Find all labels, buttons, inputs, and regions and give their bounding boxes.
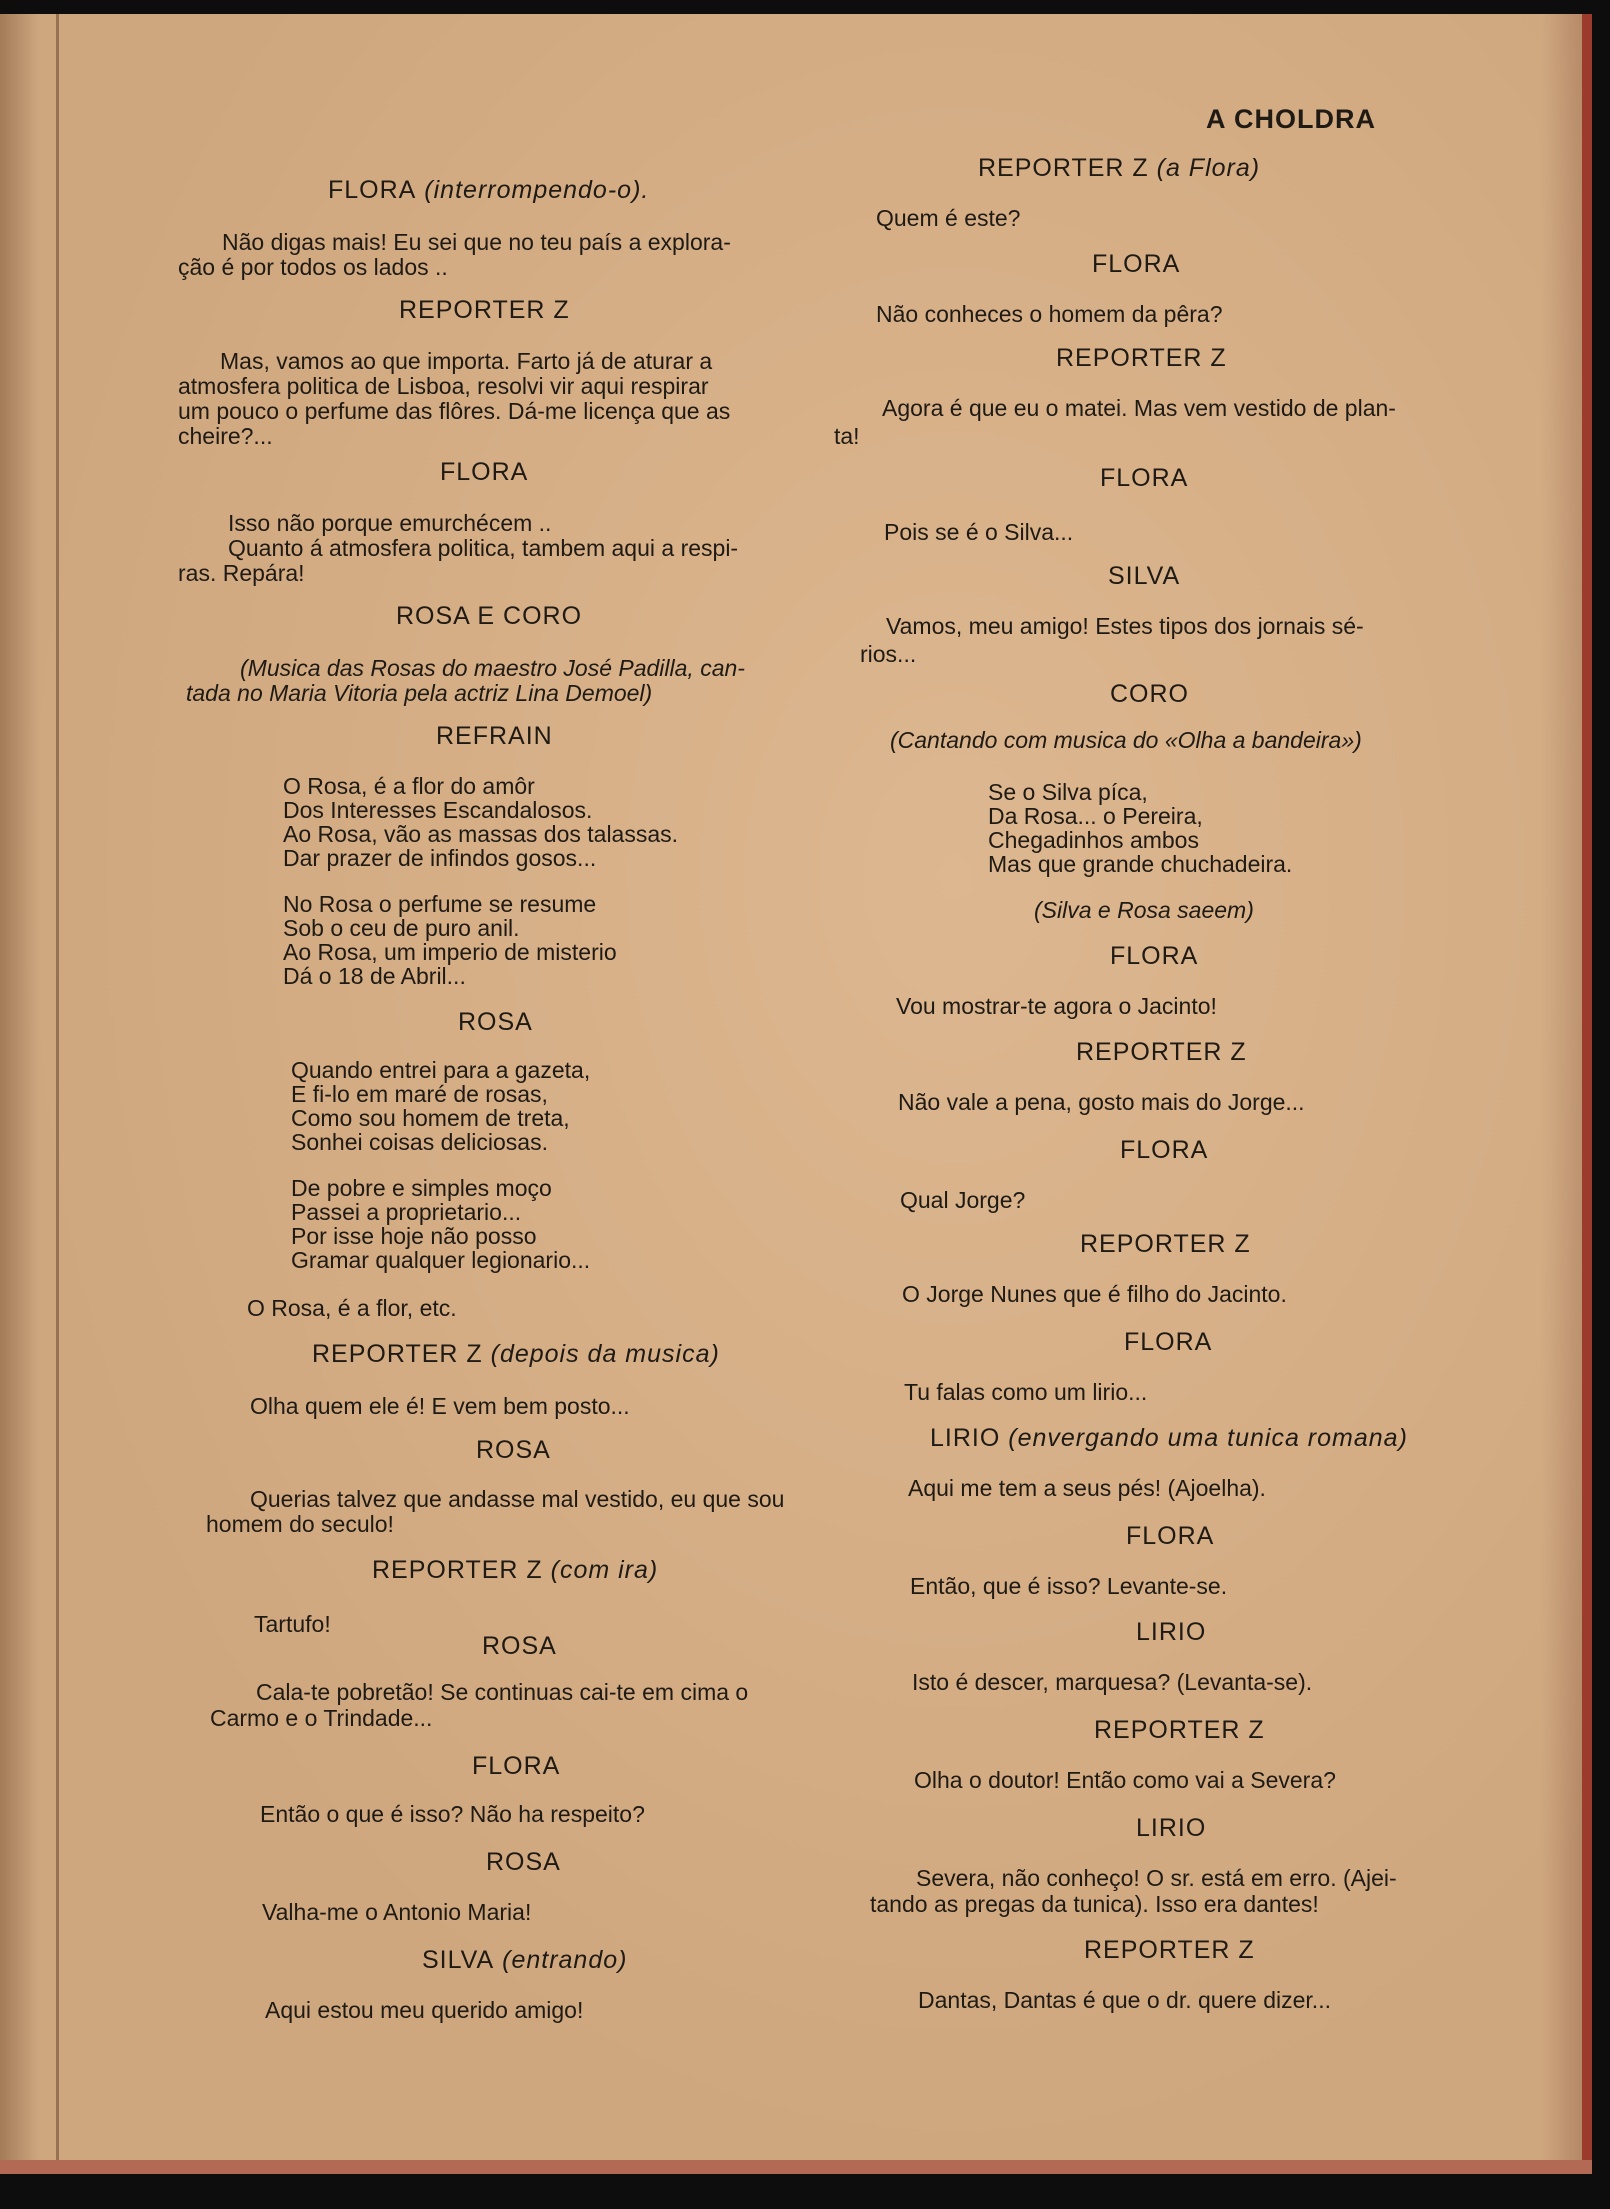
stage-direction: (Musica das Rosas do maestro José Padilla, can- (240, 655, 745, 681)
speaker-label: REPORTER Z (depois da musica) (312, 1340, 720, 1368)
dialogue-line: Agora é que eu o matei. Mas vem vestido de plan- (882, 395, 1396, 421)
speaker-label: LIRIO (1136, 1814, 1207, 1842)
speaker-label: FLORA (1092, 250, 1181, 278)
speaker-label: REPORTER Z (1084, 1936, 1255, 1964)
speaker-label: ROSA (458, 1008, 533, 1036)
section-heading: REFRAIN (436, 722, 553, 750)
verse-line: Como sou homem de treta, (291, 1105, 570, 1131)
verse-line: Quando entrei para a gazeta, (291, 1057, 591, 1083)
dialogue-line: Aqui estou meu querido amigo! (265, 1997, 584, 2023)
dialogue-line: cheire?... (178, 423, 273, 449)
speaker-label: ROSA E CORO (396, 602, 583, 630)
speaker-label: ROSA (476, 1436, 551, 1464)
verse-line: Gramar qualquer legionario... (291, 1247, 591, 1273)
speaker-label: FLORA (440, 458, 529, 486)
verse-line: Da Rosa... o Pereira, (988, 803, 1203, 829)
verse-line: Dos Interesses Escandalosos. (283, 797, 593, 823)
running-head: A CHOLDRA (1206, 104, 1376, 134)
dialogue-line: homem do seculo! (206, 1511, 394, 1537)
cover-edge (1582, 14, 1592, 2174)
speaker-label: FLORA (1100, 464, 1189, 492)
dialogue-line: Quem é este? (876, 205, 1021, 231)
verse-line: Por isse hoje não posso (291, 1223, 537, 1249)
speaker-label: FLORA (1124, 1328, 1213, 1356)
speaker-label: LIRIO (1136, 1618, 1207, 1646)
speaker-label: REPORTER Z (1076, 1038, 1247, 1066)
verse-line: Se o Silva píca, (988, 779, 1148, 805)
dialogue-line: Valha-me o Antonio Maria! (262, 1899, 532, 1925)
dialogue-line: ras. Repára! (178, 560, 305, 586)
speaker-label: REPORTER Z (1080, 1230, 1251, 1258)
dialogue-line: Então, que é isso? Levante-se. (910, 1573, 1228, 1599)
dialogue-line: Isto é descer, marquesa? (Levanta-se). (912, 1669, 1313, 1695)
dialogue-line: ção é por todos os lados .. (178, 254, 448, 280)
stage-direction: (Cantando com musica do «Olha a bandeira») (890, 727, 1362, 753)
stage-direction: tada no Maria Vitoria pela actriz Lina Demoel) (186, 680, 653, 706)
dialogue-line: O Jorge Nunes que é filho do Jacinto. (902, 1281, 1287, 1307)
dialogue-line: Qual Jorge? (900, 1187, 1026, 1213)
dialogue-line: Dantas, Dantas é que o dr. quere dizer... (918, 1987, 1331, 2013)
dialogue-line: Não digas mais! Eu sei que no teu país a explora- (222, 229, 731, 255)
verse-line: Ao Rosa, um imperio de misterio (283, 939, 617, 965)
speaker-label: REPORTER Z (1056, 344, 1227, 372)
speaker-label: REPORTER Z (a Flora) (978, 154, 1261, 182)
dialogue-line: Quanto á atmosfera politica, tambem aqui a respi- (228, 535, 739, 561)
verse-line: No Rosa o perfume se resume (283, 891, 597, 917)
speaker-label: REPORTER Z (399, 296, 570, 324)
dialogue-line: atmosfera politica de Lisboa, resolvi vir aqui respirar (178, 373, 709, 399)
dialogue-line: Não vale a pena, gosto mais do Jorge... (898, 1089, 1305, 1115)
dialogue-line: Severa, não conheço! O sr. está em erro. (Ajei- (916, 1865, 1397, 1891)
verse-line: Chegadinhos ambos (988, 827, 1199, 853)
verse-line: Dá o 18 de Abril... (283, 963, 466, 989)
cover-bottom-edge (0, 2160, 1592, 2174)
speaker-label: REPORTER Z (com ira) (372, 1556, 659, 1584)
dialogue-line: Pois se é o Silva... (884, 519, 1074, 545)
dialogue-line: Cala-te pobretão! Se continuas cai-te em cima o (256, 1679, 749, 1705)
dialogue-line: Olha quem ele é! E vem bem posto... (250, 1393, 630, 1419)
dialogue-line: Olha o doutor! Então como vai a Severa? (914, 1767, 1336, 1793)
dialogue-line: Vou mostrar-te agora o Jacinto! (896, 993, 1217, 1019)
stage-direction: (Silva e Rosa saeem) (1034, 897, 1254, 923)
speaker-label: REPORTER Z (1094, 1716, 1265, 1744)
dialogue-line: Vamos, meu amigo! Estes tipos dos jornais sé- (886, 613, 1364, 639)
book-page (0, 14, 1592, 2174)
speaker-label: FLORA (1110, 942, 1199, 970)
dialogue-line: Então o que é isso? Não ha respeito? (260, 1801, 645, 1827)
speaker-label: ROSA (486, 1848, 561, 1876)
dialogue-line: Querias talvez que andasse mal vestido, eu que sou (250, 1486, 785, 1512)
dialogue-line: O Rosa, é a flor, etc. (247, 1295, 457, 1321)
speaker-label: FLORA (1120, 1136, 1209, 1164)
speaker-label: LIRIO (envergando uma tunica romana) (930, 1424, 1408, 1452)
verse-line: Ao Rosa, vão as massas dos talassas. (283, 821, 679, 847)
dialogue-line: ta! (834, 423, 860, 449)
dialogue-line: um pouco o perfume das flôres. Dá-me licença que as (178, 398, 731, 424)
verse-line: Dar prazer de infindos gosos... (283, 845, 597, 871)
dialogue-line: Mas, vamos ao que importa. Farto já de aturar a (220, 348, 713, 374)
speaker-label: FLORA (472, 1752, 561, 1780)
verse-line: O Rosa, é a flor do amôr (283, 773, 535, 799)
dialogue-line: tando as pregas da tunica). Isso era dantes! (870, 1891, 1319, 1917)
verse-line: Sonhei coisas deliciosas. (291, 1129, 548, 1155)
dialogue-line: Tu falas como um lirio... (904, 1379, 1148, 1405)
speaker-label: SILVA (entrando) (422, 1946, 628, 1974)
dialogue-line: Tartufo! (254, 1611, 331, 1637)
speaker-label: FLORA (1126, 1522, 1215, 1550)
speaker-label: FLORA (interrompendo-o). (328, 176, 650, 204)
verse-line: E fi-lo em maré de rosas, (291, 1081, 548, 1107)
speaker-label: CORO (1110, 680, 1189, 708)
verse-line: Passei a proprietario... (291, 1199, 522, 1225)
dialogue-line: Não conheces o homem da pêra? (876, 301, 1223, 327)
speaker-label: ROSA (482, 1632, 557, 1660)
dialogue-line: rios... (860, 641, 917, 667)
verse-line: Sob o ceu de puro anil. (283, 915, 520, 941)
verse-line: Mas que grande chuchadeira. (988, 851, 1293, 877)
dialogue-line: Isso não porque emurchécem .. (228, 510, 552, 536)
dialogue-line: Carmo e o Trindade... (210, 1705, 433, 1731)
verse-line: De pobre e simples moço (291, 1175, 552, 1201)
dialogue-line: Aqui me tem a seus pés! (Ajoelha). (908, 1475, 1266, 1501)
speaker-label: SILVA (1108, 562, 1181, 590)
page-binding-shadow (56, 14, 59, 2174)
